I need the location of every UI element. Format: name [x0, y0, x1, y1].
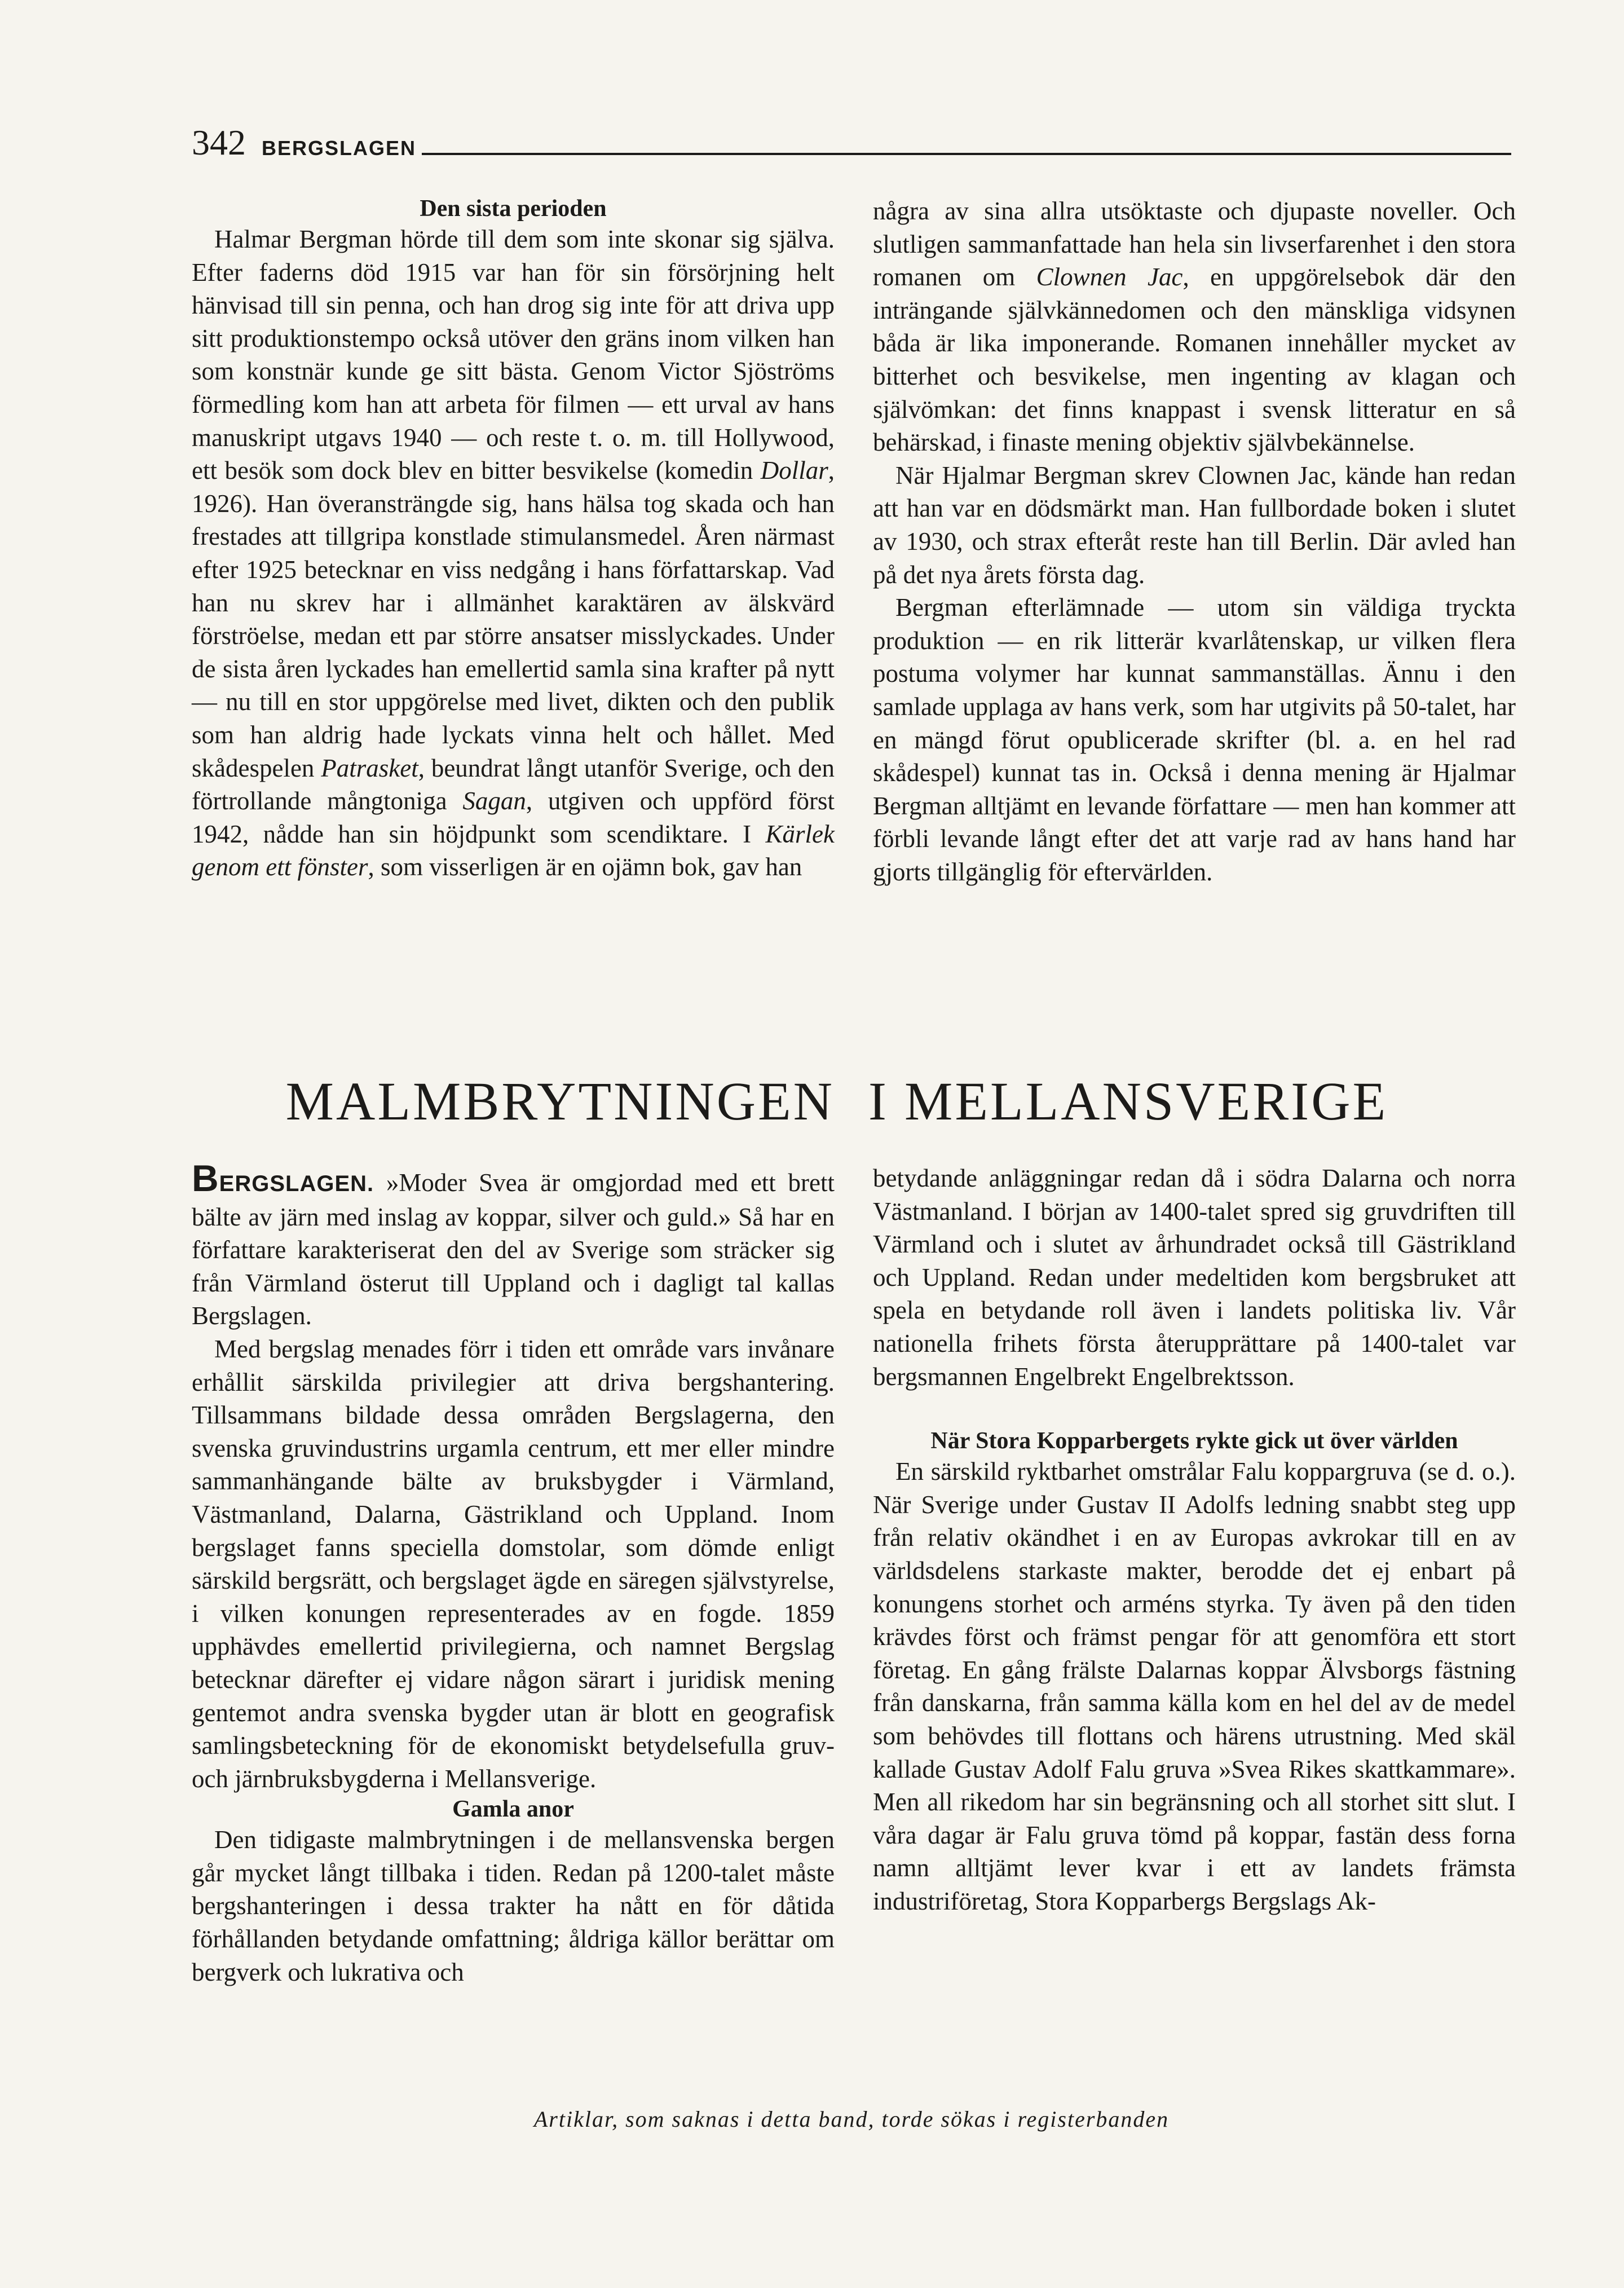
- page-header: [192, 116, 1511, 161]
- paragraph: Med bergslag menades förr i tiden ett område vars invånare erhållit särskilda privilegier att driva bergshantering. Tillsammans bildade dessa områden Bergslagerna, den svenska gruvindustrins urgamla centrum, ett mer eller mindre sammanhängande bälte av bruksbygder i Värmland, Västmanland, Dalarna, Gästrikland och Uppland. Inom bergslaget fanns speciella domstolar, som dömde enligt särskild bergsrätt, och bergslaget ägde en säregen självstyrelse, i vilken konungen representerades av en fogde. 1859 upphävdes emellertid privilegierna, och namnet Bergslag betecknar därefter ej vidare någon särart i juridisk mening gentemot andra svenska bygder utan är blott en geografisk samlingsbeteckning för de ekonomiskt betydelsefulla gruv- och järnbruksbygderna i Mellansverige.: [192, 1334, 835, 1793]
- section-heading-stora-kopparberget: När Stora Kopparbergets rykte gick ut över världen: [930, 1428, 1458, 1454]
- lead-paragraph: BERGSLAGEN. »Moder Svea är omgjordad med ett brett bälte av järn med inslag av koppar, silver och guld.» Så har en författare karakteriserat den del av Sverige som sträcker sig från Värmland österut till Uppland och i dagligt tal kallas Bergslagen.: [192, 1157, 835, 1330]
- paragraph: betydande anläggningar redan då i södra Dalarna och norra Västmanland. I början av 1400-talet spred sig gruvdriften till Värmland och i slutet av århundradet också till Gästrikland och Uppland. Redan under medeltiden kom bergsbruket att spela en betydande roll även i landets politiska liv. Vår nationella frihets första återupprättare på 1400-talet var bergsmannen Engelbrekt Engelbrektsson.: [873, 1164, 1516, 1391]
- section-heading-den-sista-perioden: Den sista perioden: [420, 196, 607, 222]
- work-title-karlek: Kärlek genom ett fönster: [192, 819, 835, 881]
- column-bottom-right: [873, 1162, 1516, 1917]
- lead-word: BERGSLAGEN.: [192, 1157, 374, 1199]
- paragraph: några av sina allra utsöktaste och djupaste noveller. Och slutligen sammanfattade han hela sin livserfarenhet i den stora romanen om Clownen Jac, en uppgörelsebok där den inträngande självkännedomen och den mänskliga vidsynen båda är lika imponerande. Romanen innehåller mycket av bitterhet och besvikelse, men ingenting av klagan och självömkan: det finns knappast i svensk litteratur en så behärskad, i finaste mening objektiv självbekännelse.: [873, 197, 1516, 457]
- paragraph: Halmar Bergman hörde till dem som inte skonar sig själva. Efter faderns död 1915 var han för sin försörjning helt hänvisad till sin penna, och han drog sig inte för att driva upp sitt produktionstempo också utöver den gräns inom vilken han som konstnär kunde ge sitt bästa. Genom Victor Sjöströms förmedling kom han att arbeta för filmen — ett urval av hans manuskript utgavs 1940 — och reste t. o. m. till Hollywood, ett besök som dock blev en bitter besvikelse (komedin Dollar, 1926). Han överansträngde sig, hans hälsa tog skada och han frestades att tillgripa konstlade stimulansmedel. Åren närmast efter 1925 betecknar en viss nedgång i hans författarskap. Vad han nu skrev har i allmänhet karaktären av älskvärd förströelse, medan ett par större ansatser misslyckades. Under de sista åren lyckades han emellertid samla sina krafter på nytt — nu till en stor uppgörelse med livet, dikten och den publik som han aldrig hade lyckats vinna helt och hållet. Med skådespelen Patrasket, beundrat långt utanför Sverige, och den förtrollande mångtoniga Sagan, utgiven och uppförd först 1942, nådde han sin höjdpunkt som scendiktare. I Kärlek genom ett fönster, som visserligen är en ojämn bok, gav han: [192, 225, 835, 881]
- paragraph: När Hjalmar Bergman skrev Clownen Jac, kände han redan att han var en dödsmärkt man. Han fullbordade boken i slutet av 1930, och strax efteråt reste han till Berlin. Där avled han på det nya årets första dag.: [873, 461, 1516, 589]
- article-heading-part2: I MELLANSVERIGE: [868, 1071, 1388, 1131]
- article-heading: [192, 1071, 1511, 1131]
- paragraph: Bergman efterlämnade — utom sin väldiga tryckta produktion — en rik litterär kvarlåtenskap, ur vilken flera postuma volymer har kunnat sammanställas. Ännu i den samlade upplaga av hans verk, som har utgivits på 50-talet, har en mängd förut opublicerade skrifter (bl. a. en hel rad skådespel) kunnat tas in. Också i denna mening är Hjalmar Bergman alltjämt en levande författare — men han kommer att förbli levande långt efter det att varje rad av hans hand har gjorts tillgänglig för eftervärlden.: [873, 593, 1516, 886]
- article-heading-part1: MALMBRYTNINGEN: [285, 1071, 835, 1131]
- work-title-dollar: Dollar: [760, 456, 828, 485]
- column-top-right: [873, 195, 1516, 888]
- section-heading-gamla-anor: Gamla anor: [452, 1796, 574, 1823]
- paragraph: Den tidigaste malmbrytningen i de mellansvenska bergen går mycket långt tillbaka i tiden. Redan på 1200-talet måste bergshanteringen i dessa trakter ha nått en för dåtida förhållanden betydande omfattning; åldriga källor berättar om bergverk och lukrativa och: [192, 1826, 835, 1986]
- header-rule: [422, 153, 1511, 155]
- paragraph: En särskild ryktbarhet omstrålar Falu koppargruva (se d. o.). När Sverige under Gustav II Adolfs ledning snabbt steg upp från relativ okändhet i en av Europas avkrokar till en av världsdelens starkaste makter, berodde det ej enbart på konungens storhet och arméns styrka. Ty även på den tiden krävdes först och främst pengar för att genomföra ett stort företag. En gång frälste Dalarnas koppar Älvsborgs fästning från danskarna, från samma källa kom en hel del av de medel som behövdes till flottans och härens utrustning. Med skäl kallade Gustav Adolf Falu gruva »Svea Rikes skattkammare». Men all rikedom har sin begränsning och all storhet sitt slut. I våra dagar är Falu gruva tömd på koppar, fastän dess forna namn alltjämt lever kvar i ett av landets främsta industriföretag, Stora Kopparbergs Bergslags Ak-: [873, 1457, 1516, 1915]
- work-title-patrasket: Patrasket: [321, 753, 418, 782]
- work-title-clownen-jac: Clownen Jac: [1036, 263, 1183, 292]
- work-title-sagan: Sagan: [462, 787, 526, 815]
- page-number: 342: [192, 122, 246, 162]
- running-title: BERGSLAGEN: [262, 136, 417, 160]
- column-bottom-left: [192, 1157, 835, 1989]
- column-top-left: [192, 195, 835, 884]
- footer-note: Artiklar, som saknas i detta band, torde sökas i registerbanden: [533, 2106, 1170, 2132]
